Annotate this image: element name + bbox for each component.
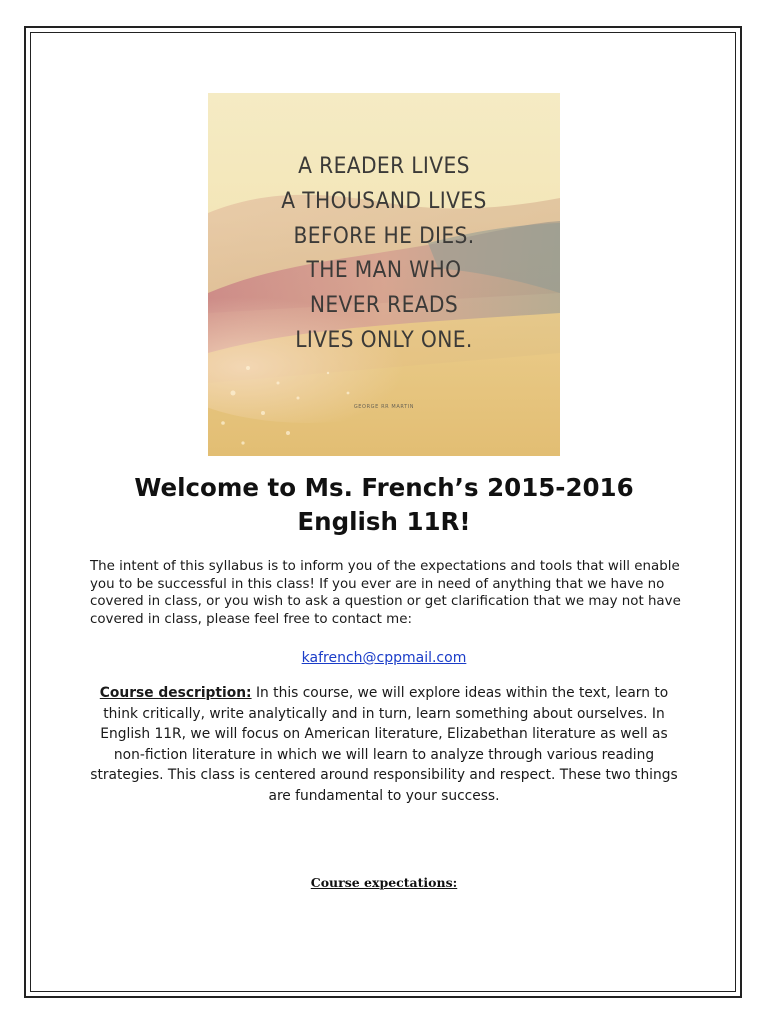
contact-email-line [34, 648, 734, 668]
page-title-line-2: English 11R! [297, 507, 471, 536]
quote-line: LIVES ONLY ONE. [295, 326, 473, 353]
course-expectations-heading: Course expectations: [310, 875, 458, 890]
quote-line: THE MAN WHO [306, 257, 462, 284]
course-description-label: Course description: [99, 685, 252, 701]
quote-line: A THOUSAND LIVES [281, 187, 487, 214]
page-title [34, 471, 734, 539]
intro-paragraph: The intent of this syllabus is to inform you of the expectations and tools that will enable you to be successful in this class! If you ever are in need of anything that we have no covered in class, or you wish to ask a question or get clarification that we may not have covered in class, please feel free to contact me: [90, 559, 681, 627]
quote-poster-image [208, 93, 560, 456]
contact-email-link[interactable]: kafrench@cppmail.com [301, 650, 467, 666]
quote-line: NEVER READS [309, 292, 459, 319]
page-title-line-1: Welcome to Ms. French’s 2015-2016 [134, 473, 634, 502]
quote-line: A READER LIVES [298, 153, 470, 179]
course-description-text: In this course, we will explore ideas within the text, learn to think critically, write analytically and in turn, learn something about ourselves. In English 11R, we will focus on American literature, Elizabethan literature as well as non-fiction literature in which we will learn to analyze through various reading strategies. This class is centered around responsibility and respect. These two things are fundamental to your success. [90, 685, 678, 804]
course-description-paragraph [84, 683, 684, 807]
poster-author: GEORGE RR MARTIN [353, 404, 415, 410]
quote-line: BEFORE HE DIES. [293, 222, 475, 249]
poster-quote [226, 149, 543, 358]
